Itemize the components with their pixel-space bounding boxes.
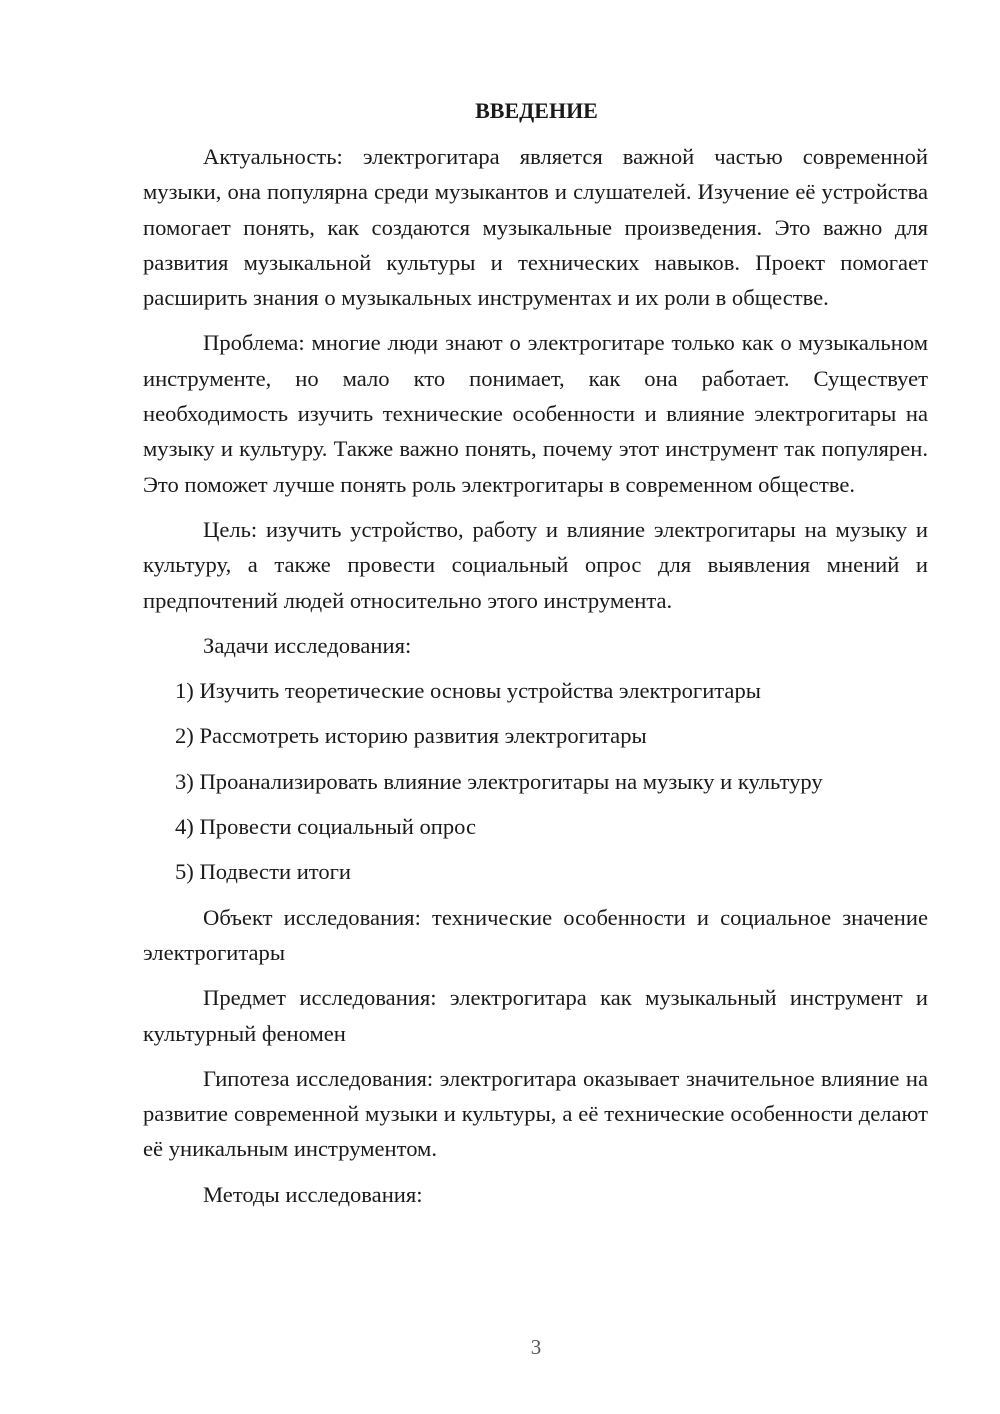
problem-paragraph: Проблема: многие люди знают о электрогитаре только как о музыкальном инструменте, но мало кто понимает, как она работает. Существует необходимость изучить технические особенности и влияние электрогитары на музыку и культуру. Также важно понять, почему этот инструмент так популярен. Это поможет лучше понять роль электрогитары в современном обществе. (143, 330, 928, 497)
goal-paragraph: Цель: изучить устройство, работу и влияние электрогитары на музыку и культуру, а также провести социальный опрос для выявления мнений и предпочтений людей относительно этого инструмента. (143, 516, 928, 613)
list-item: 4) Провести социальный опрос (175, 814, 477, 840)
object-paragraph: Объект исследования: технические особенности и социальное значение электрогитары (143, 904, 928, 965)
list-item: 3) Проанализировать влияние электрогитары на музыку и культуру (175, 768, 823, 794)
relevance-paragraph: Актуальность: электрогитара является важной частью современной музыки, она популярна среди музыкантов и слушателей. Изучение её устройства помогает понять, как создаются музыкальные произведения. Это важно для развития музыкальной культуры и технических навыков. Проект помогает расширить знания о музыкальных инструментах и их роли в обществе. (143, 144, 928, 311)
tasks-heading: Задачи исследования: (203, 632, 412, 658)
methods-heading: Методы исследования: (203, 1181, 423, 1207)
tasks-list (143, 673, 928, 889)
list-item: 5) Подвести итоги (175, 859, 352, 885)
list-item: 2) Рассмотреть историю развития электрогитары (175, 723, 647, 749)
page-title: ВВЕДЕНИЕ (475, 98, 598, 123)
subject-paragraph: Предмет исследования: электрогитара как музыкальный инструмент и культурный феномен (143, 985, 928, 1046)
page-content (143, 95, 928, 1222)
list-item: 1) Изучить теоретические основы устройства электрогитары (175, 678, 761, 704)
page-number: 3 (530, 1335, 542, 1359)
hypothesis-paragraph: Гипотеза исследования: электрогитара оказывает значительное влияние на развитие современной музыки и культуры, а её технические особенности делают её уникальным инструментом. (143, 1065, 928, 1162)
